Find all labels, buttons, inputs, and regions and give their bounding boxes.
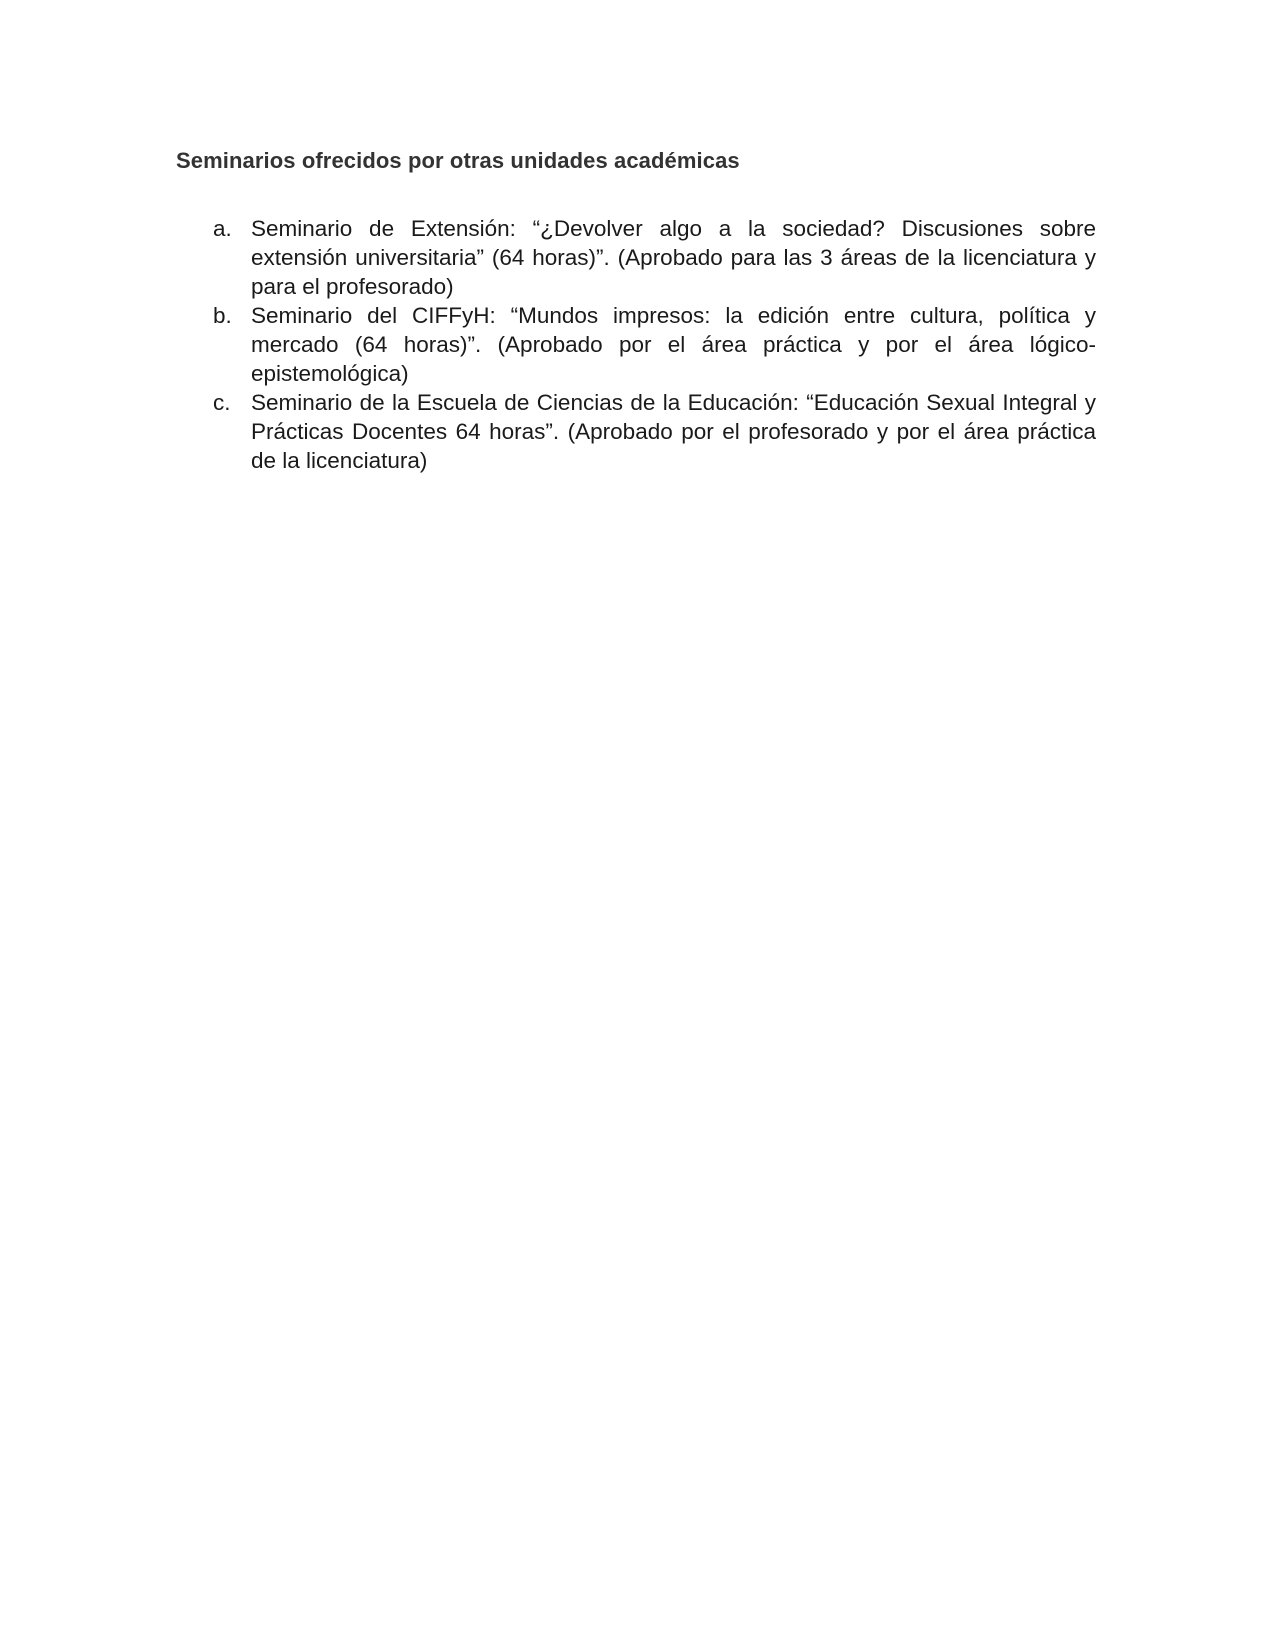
seminar-list (176, 214, 1096, 475)
list-item (176, 214, 1096, 301)
list-marker: b. (213, 303, 232, 328)
list-item (176, 388, 1096, 475)
list-item (176, 301, 1096, 388)
list-marker: c. (213, 390, 231, 415)
list-item-text: Seminario del CIFFyH: “Mundos impresos: la edición entre cultura, política y mercado (64 horas)”. (Aprobado por el área práctica y por el área lógico-epistemológica) (251, 303, 1096, 386)
list-item-text: Seminario de Extensión: “¿Devolver algo a la sociedad? Discusiones sobre extensión universitaria” (64 horas)”. (Aprobado para las 3 áreas de la licenciatura y para el profesorado) (251, 216, 1096, 299)
list-item-text: Seminario de la Escuela de Ciencias de la Educación: “Educación Sexual Integral y Prácticas Docentes 64 horas”. (Aprobado por el profesorado y por el área práctica de la licenciatura) (251, 390, 1096, 473)
section-heading: Seminarios ofrecidos por otras unidades académicas (176, 148, 740, 173)
list-marker: a. (213, 216, 232, 241)
